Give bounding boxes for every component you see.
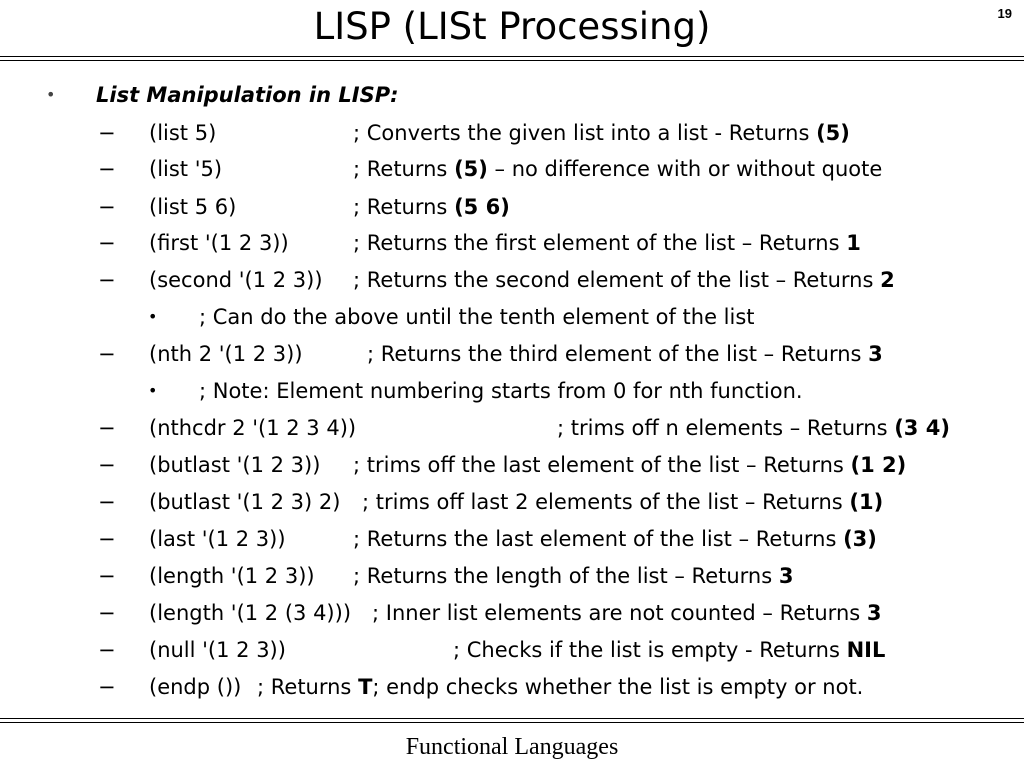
code-expression: (null '(1 2 3)) xyxy=(149,638,286,662)
comment-text: ; Returns xyxy=(353,157,455,181)
comment-text: ; trims off n elements – Returns xyxy=(557,416,895,440)
dash-marker: − xyxy=(98,490,116,514)
comment xyxy=(353,448,906,482)
code-expression: (butlast '(1 2 3)) xyxy=(149,453,321,477)
code-expression: (list '5) xyxy=(149,157,223,181)
return-value: (1) xyxy=(849,490,884,514)
comment xyxy=(353,263,895,297)
code-expression: (first '(1 2 3)) xyxy=(149,231,289,255)
comment-text: ; Returns xyxy=(257,675,359,699)
code-expression: (list 5) xyxy=(149,121,217,145)
dash-marker: − xyxy=(98,564,116,588)
code-expression: (last '(1 2 3)) xyxy=(149,527,286,551)
return-value: (3) xyxy=(843,527,877,551)
comment-text: ; Returns the first element of the list – Returns xyxy=(353,231,847,255)
dash-marker: − xyxy=(98,601,116,625)
return-value: (1 2) xyxy=(850,453,907,477)
return-value: (5) xyxy=(816,121,850,145)
return-value: 1 xyxy=(846,231,861,255)
dash-marker: − xyxy=(98,231,116,255)
dash-marker: − xyxy=(98,453,116,477)
return-value: 3 xyxy=(778,564,794,588)
comment-text: ; Converts the given list into a list - Returns xyxy=(353,121,817,145)
code-expression: (second '(1 2 3)) xyxy=(149,268,323,292)
code-expression: (nth 2 '(1 2 3)) xyxy=(149,342,303,366)
comment xyxy=(372,596,882,630)
dash-marker: − xyxy=(98,342,116,366)
return-value: (3 4) xyxy=(894,416,950,440)
return-value: (5) xyxy=(454,157,488,181)
dash-marker: − xyxy=(98,195,116,219)
slide-title: LISP (LISt Processing) xyxy=(313,5,711,48)
comment xyxy=(353,226,861,260)
comment-text: ; Checks if the list is empty - Returns xyxy=(453,638,847,662)
code-expression: (length '(1 2 (3 4))) xyxy=(149,601,352,625)
sub-bullet-icon: • xyxy=(148,307,158,326)
section-heading: List Manipulation in LISP: xyxy=(96,83,399,107)
dash-marker: − xyxy=(98,675,116,699)
comment xyxy=(353,522,877,556)
comment xyxy=(453,633,885,667)
page-number: 19 xyxy=(997,6,1012,21)
sub-item-text: ; Note: Element numbering starts from 0 for nth function. xyxy=(199,379,803,403)
comment xyxy=(362,485,883,519)
dash-marker: − xyxy=(98,527,116,551)
comment-text: ; Returns xyxy=(353,195,455,219)
code-expression: (butlast '(1 2 3) 2) xyxy=(149,490,341,514)
comment xyxy=(353,152,882,186)
comment xyxy=(367,337,883,371)
return-value: NIL xyxy=(846,638,886,662)
comment xyxy=(353,190,510,224)
sub-item-text: ; Can do the above until the tenth element of the list xyxy=(199,305,755,329)
comment xyxy=(353,559,793,593)
code-expression: (length '(1 2 3)) xyxy=(149,564,315,588)
dash-marker: − xyxy=(98,638,116,662)
code-expression: (nthcdr 2 '(1 2 3 4)) xyxy=(149,416,357,440)
comment-suffix: – no difference with or without quote xyxy=(487,157,883,181)
return-value: 3 xyxy=(866,601,882,625)
comment-text: ; Returns the second element of the list – Returns xyxy=(353,268,881,292)
return-value: T xyxy=(358,675,373,699)
comment xyxy=(353,116,850,150)
dash-marker: − xyxy=(98,416,116,440)
dash-marker: − xyxy=(98,268,116,292)
comment-text: ; trims off the last element of the list – Returns xyxy=(353,453,851,477)
comment-text: ; Returns the third element of the list – Returns xyxy=(367,342,869,366)
dash-marker: − xyxy=(98,121,116,145)
return-value: 3 xyxy=(868,342,883,366)
comment-text: ; Returns the length of the list – Returns xyxy=(353,564,779,588)
code-expression: (list 5 6) xyxy=(149,195,237,219)
code-expression: (endp ()) xyxy=(149,675,242,699)
bullet-icon: • xyxy=(46,85,56,104)
comment-text: ; trims off last 2 elements of the list – Returns xyxy=(362,490,850,514)
bottom-rule-secondary xyxy=(0,722,1024,723)
comment xyxy=(257,670,863,704)
comment-text: ; Inner list elements are not counted – Returns xyxy=(372,601,867,625)
return-value: 2 xyxy=(880,268,895,292)
comment-text: ; Returns the last element of the list – Returns xyxy=(353,527,844,551)
bottom-rule xyxy=(0,718,1024,719)
footer-text: Functional Languages xyxy=(405,734,619,760)
return-value: (5 6) xyxy=(454,195,510,219)
dash-marker: − xyxy=(98,157,116,181)
comment xyxy=(557,411,950,445)
comment-suffix: ; endp checks whether the list is empty or not. xyxy=(372,675,864,699)
sub-bullet-icon: • xyxy=(148,381,158,400)
